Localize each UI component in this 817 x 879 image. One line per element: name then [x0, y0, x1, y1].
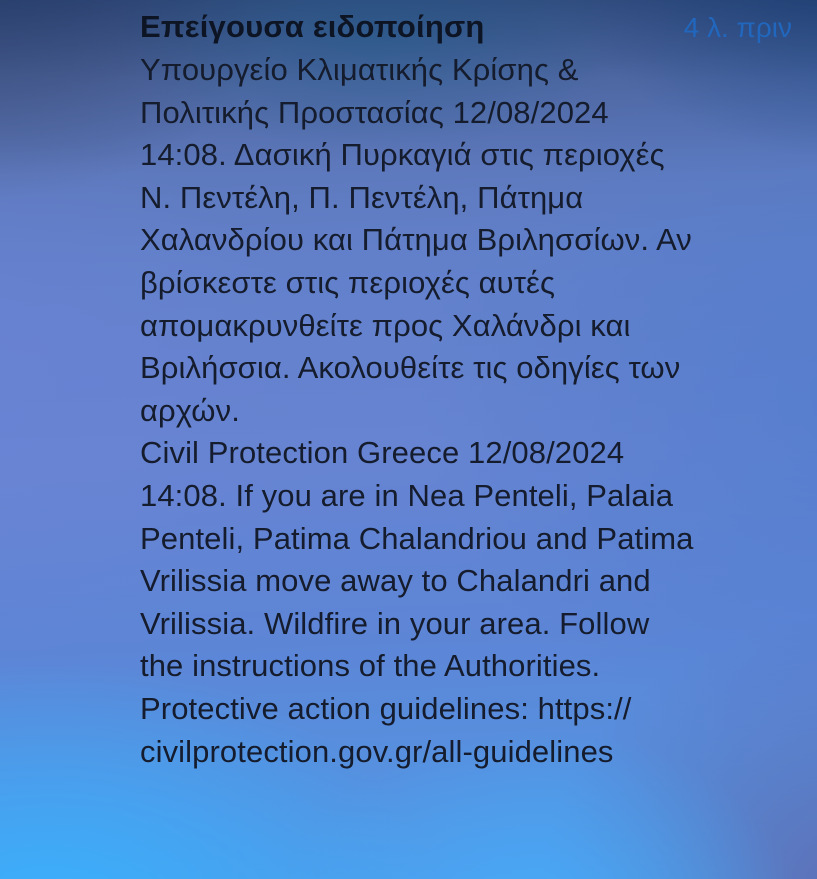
notification-body-line: Χαλανδρίου και Πάτημα Βριλησσίων. Αν	[140, 222, 692, 258]
notification-body-line: Vrilissia. Wildfire in your area. Follow	[140, 605, 650, 641]
notification-body-line: Vrilissia move away to Chalandri and	[140, 563, 651, 599]
notification-body-line: Ν. Πεντέλη, Π. Πεντέλη, Πάτημα	[140, 179, 584, 215]
emergency-notification[interactable]	[140, 5, 800, 773]
notification-body-line: Penteli, Patima Chalandriou and Patima	[140, 520, 694, 556]
notification-body-line: 14:08. If you are in Nea Penteli, Palaia	[140, 477, 674, 513]
notification-body-line: Βριλήσσια. Ακολουθείτε τις οδηγίες των	[140, 350, 681, 386]
notification-body-line: Civil Protection Greece 12/08/2024	[140, 435, 625, 471]
notification-body-line: civilprotection.gov.gr/all-guidelines	[140, 733, 614, 769]
notification-body-line: Υπουργείο Κλιματικής Κρίσης &	[140, 52, 579, 87]
notification-header	[140, 5, 800, 49]
notification-body	[140, 49, 800, 773]
notification-body-line: βρίσκεστε στις περιοχές αυτές	[140, 264, 555, 300]
notification-body-line: Πολιτικής Προστασίας 12/08/2024	[140, 94, 609, 130]
notification-body-line: 14:08. Δασική Πυρκαγιά στις περιοχές	[140, 137, 665, 173]
notification-body-line: απομακρυνθείτε προς Χαλάνδρι και	[140, 307, 631, 343]
notification-title: Επείγουσα ειδοποίηση	[140, 9, 485, 44]
notification-body-line: Protective action guidelines: https://	[140, 690, 632, 726]
notification-body-line: the instructions of the Authorities.	[140, 648, 601, 684]
notification-body-line: αρχών.	[140, 392, 240, 428]
notification-timestamp: 4 λ. πριν	[683, 12, 792, 43]
